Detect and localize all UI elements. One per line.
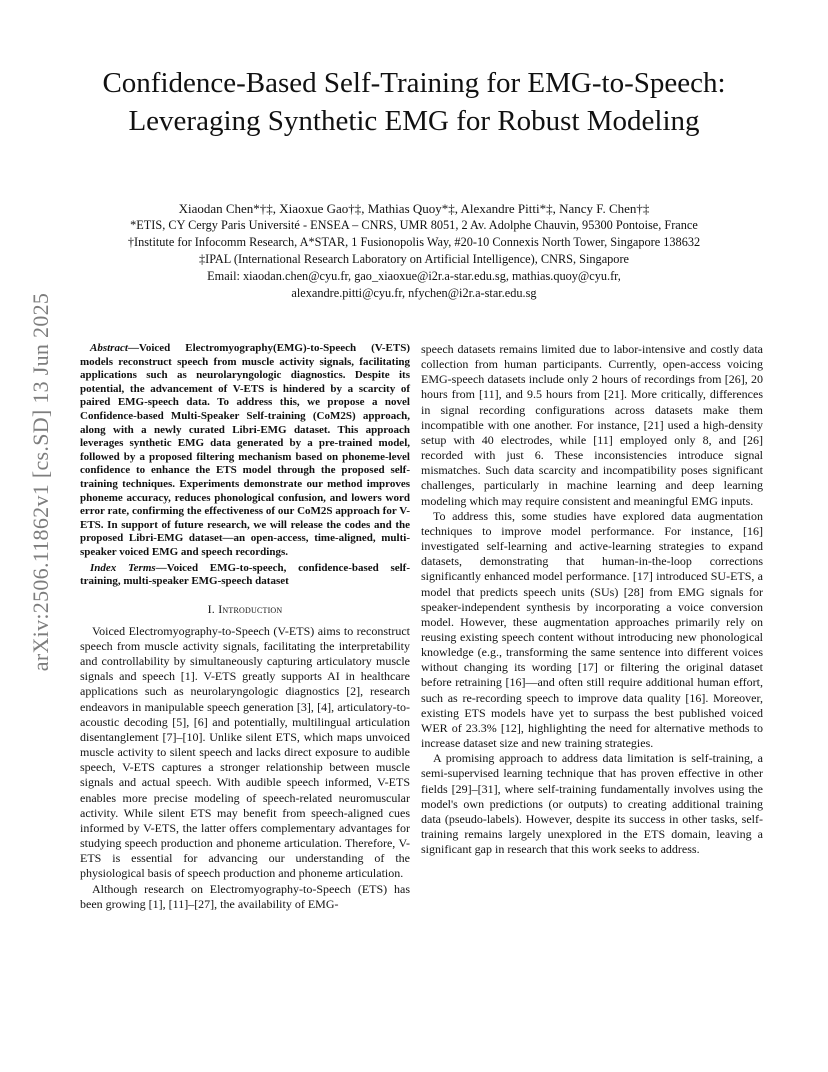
section-title: Introduction (218, 601, 283, 616)
index-terms (80, 562, 410, 589)
abstract-text: —Voiced Electromyography(EMG)-to-Speech (V-ETS) models reconstruct speech from muscle activity signals, facilitating applications such as neurolaryngologic diagnostics. Despite its potential, the advancement of V-ETS is hindered by a scarcity of paired EMG-speech data. To address this, we propose a novel Confidence-based Multi-Speaker Self-training (CoM2S) approach, along with a newly curated Libri-EMG dataset. This approach leverages synthetic EMG data generated by a pre-trained model, followed by a proposed filtering mechanism based on phoneme-level confidence to enhance the ETS model through the proposed self-training techniques. Experiments demonstrate our method improves phoneme accuracy, reduces phonological confusion, and lowers word error rate, confirming the effectiveness of our CoM2S approach for V-ETS. In support of future research, we will release the codes and the proposed Libri-EMG dataset—an open-access, time-aligned, multi-speaker voiced EMG and speech recordings. (80, 342, 410, 558)
paper-title: Confidence-Based Self-Training for EMG-to-Speech: Leveraging Synthetic EMG for Robust Modeling (102, 67, 726, 137)
affiliation-ipal: ‡IPAL (International Research Laboratory on Artificial Intelligence), CNRS, Singapore (198, 252, 630, 266)
abstract (80, 342, 410, 560)
section-number: I. (207, 601, 216, 616)
arxiv-stamp-text: arXiv:2506.11862v1 [cs.SD] 13 Jun 2025 (28, 292, 54, 672)
index-terms-label: Index Terms (90, 561, 156, 574)
email-line-2: alexandre.pitti@cyu.fr, nfychen@i2r.a-star.edu.sg (291, 286, 537, 300)
intro-paragraph-2: Although research on Electromyography-to-Speech (ETS) has been growing [1], [11]–[27], the availability of EMG- (80, 881, 410, 911)
author-names: Xiaodan Chen*†‡, Xiaoxue Gao†‡, Mathias Quoy*‡, Alexandre Pitti*‡, Nancy F. Chen†‡ (178, 201, 650, 216)
author-block (60, 200, 768, 302)
intro-paragraph-3: To address this, some studies have explored data augmentation techniques to improve model performance. For instance, [16] investigated self-learning and active-learning strategies to expand datasets, demonstrating that human-in-the-loop corrections significantly enhanced model performance. [17] introduced SU-ETS, a model that predicts speech units (SUs) [28] from EMG signals for speaker-independent synthesis by incorporating a voice conversion model. However, these augmentation approaches primarily rely on reusing existing speech content without introducing new phonological knowledge (e.g., transforming the same sentence into different voices without changing its wording [17] or filtering the original dataset before retraining [16]—and often still require additional human effort, such as re-recording speech to improve data quality [16]. Moreover, existing ETS models have yet to surpass the best published voiced WER of 23.3% [12], highlighting the need for alternative methods to increase dataset size and new training strategies. (421, 508, 763, 751)
index-terms-text: —Voiced EMG-to-speech, confidence-based self-training, multi-speaker EMG-speech dataset (80, 561, 410, 588)
section-heading-introduction (80, 602, 410, 617)
affiliation-i2r: †Institute for Infocomm Research, A*STAR, 1 Fusionopolis Way, #20-10 Connexis North Tower, Singapore 138632 (127, 235, 701, 249)
abstract-label: Abstract (90, 342, 128, 354)
right-column (421, 342, 763, 857)
left-column (80, 342, 410, 912)
affiliation-etis: *ETIS, CY Cergy Paris Université - ENSEA – CNRS, UMR 8051, 2 Av. Adolphe Chauvin, 95300 Pontoise, France (130, 218, 698, 232)
intro-paragraph-1: Voiced Electromyography-to-Speech (V-ETS) aims to reconstruct speech from muscle activity signals, facilitating the interpretability and controllability by simultaneously capturing articulatory muscle signals and speech [1]. V-ETS greatly supports AI in healthcare applications such as neurolaryngologic diagnostics [2], research endeavors in manipulable speech generation [3], [4], articulatory-to-acoustic decoding [5], [6] and potentially, multilingual articulation disentanglement [7]–[10]. Unlike silent ETS, which maps unvoiced muscle activity to silent speech and lacks direct exposure to audible speech, V-ETS captures a stronger relationship between muscle signals and actual speech. With audible speech informed, V-ETS enables more precise modeling of speech-related neuromuscular activity. While silent ETS may benefit from speech-aligned cues informed by V-ETS, the latter offers complementary advantages for studying speech production and phoneme articulation. Therefore, V-ETS is essential for advancing our understanding of the physiological basis of speech production and phoneme articulation. (80, 623, 410, 881)
arxiv-stamp (22, 292, 60, 672)
email-line-1: Email: xiaodan.chen@cyu.fr, gao_xiaoxue@i2r.a-star.edu.sg, mathias.quoy@cyu.fr, (207, 269, 621, 283)
intro-paragraph-4: A promising approach to address data limitation is self-training, a semi-supervised learning technique that has proven effective in other fields [29]–[31], where self-training fundamentally involves using the model's own predictions (or outputs) to creating additional training data (pseudo-labels). However, despite its success in other tasks, self-training remains largely unexplored in the ETS domain, leaving a significant gap in research that this work seeks to address. (421, 751, 763, 857)
intro-paragraph-2-continued: speech datasets remains limited due to labor-intensive and costly data collection from human participants. Currently, open-access voicing EMG-speech datasets include only 2 hours of recordings from [26], 20 hours from [11], and 9.5 hours from [21]. More critically, differences in signal recording configurations across datasets make them incompatible with one another. For instance, [21] used a high-density setup with 40 electrodes, while [11] employed only 8, and [26] recorded with just 6. These inconsistencies introduce signal mismatches. Such data scarcity and incompatibility poses significant challenges, particularly in machine learning and deep learning modeling which may require consistent and meaningful EMG inputs. (421, 342, 763, 508)
